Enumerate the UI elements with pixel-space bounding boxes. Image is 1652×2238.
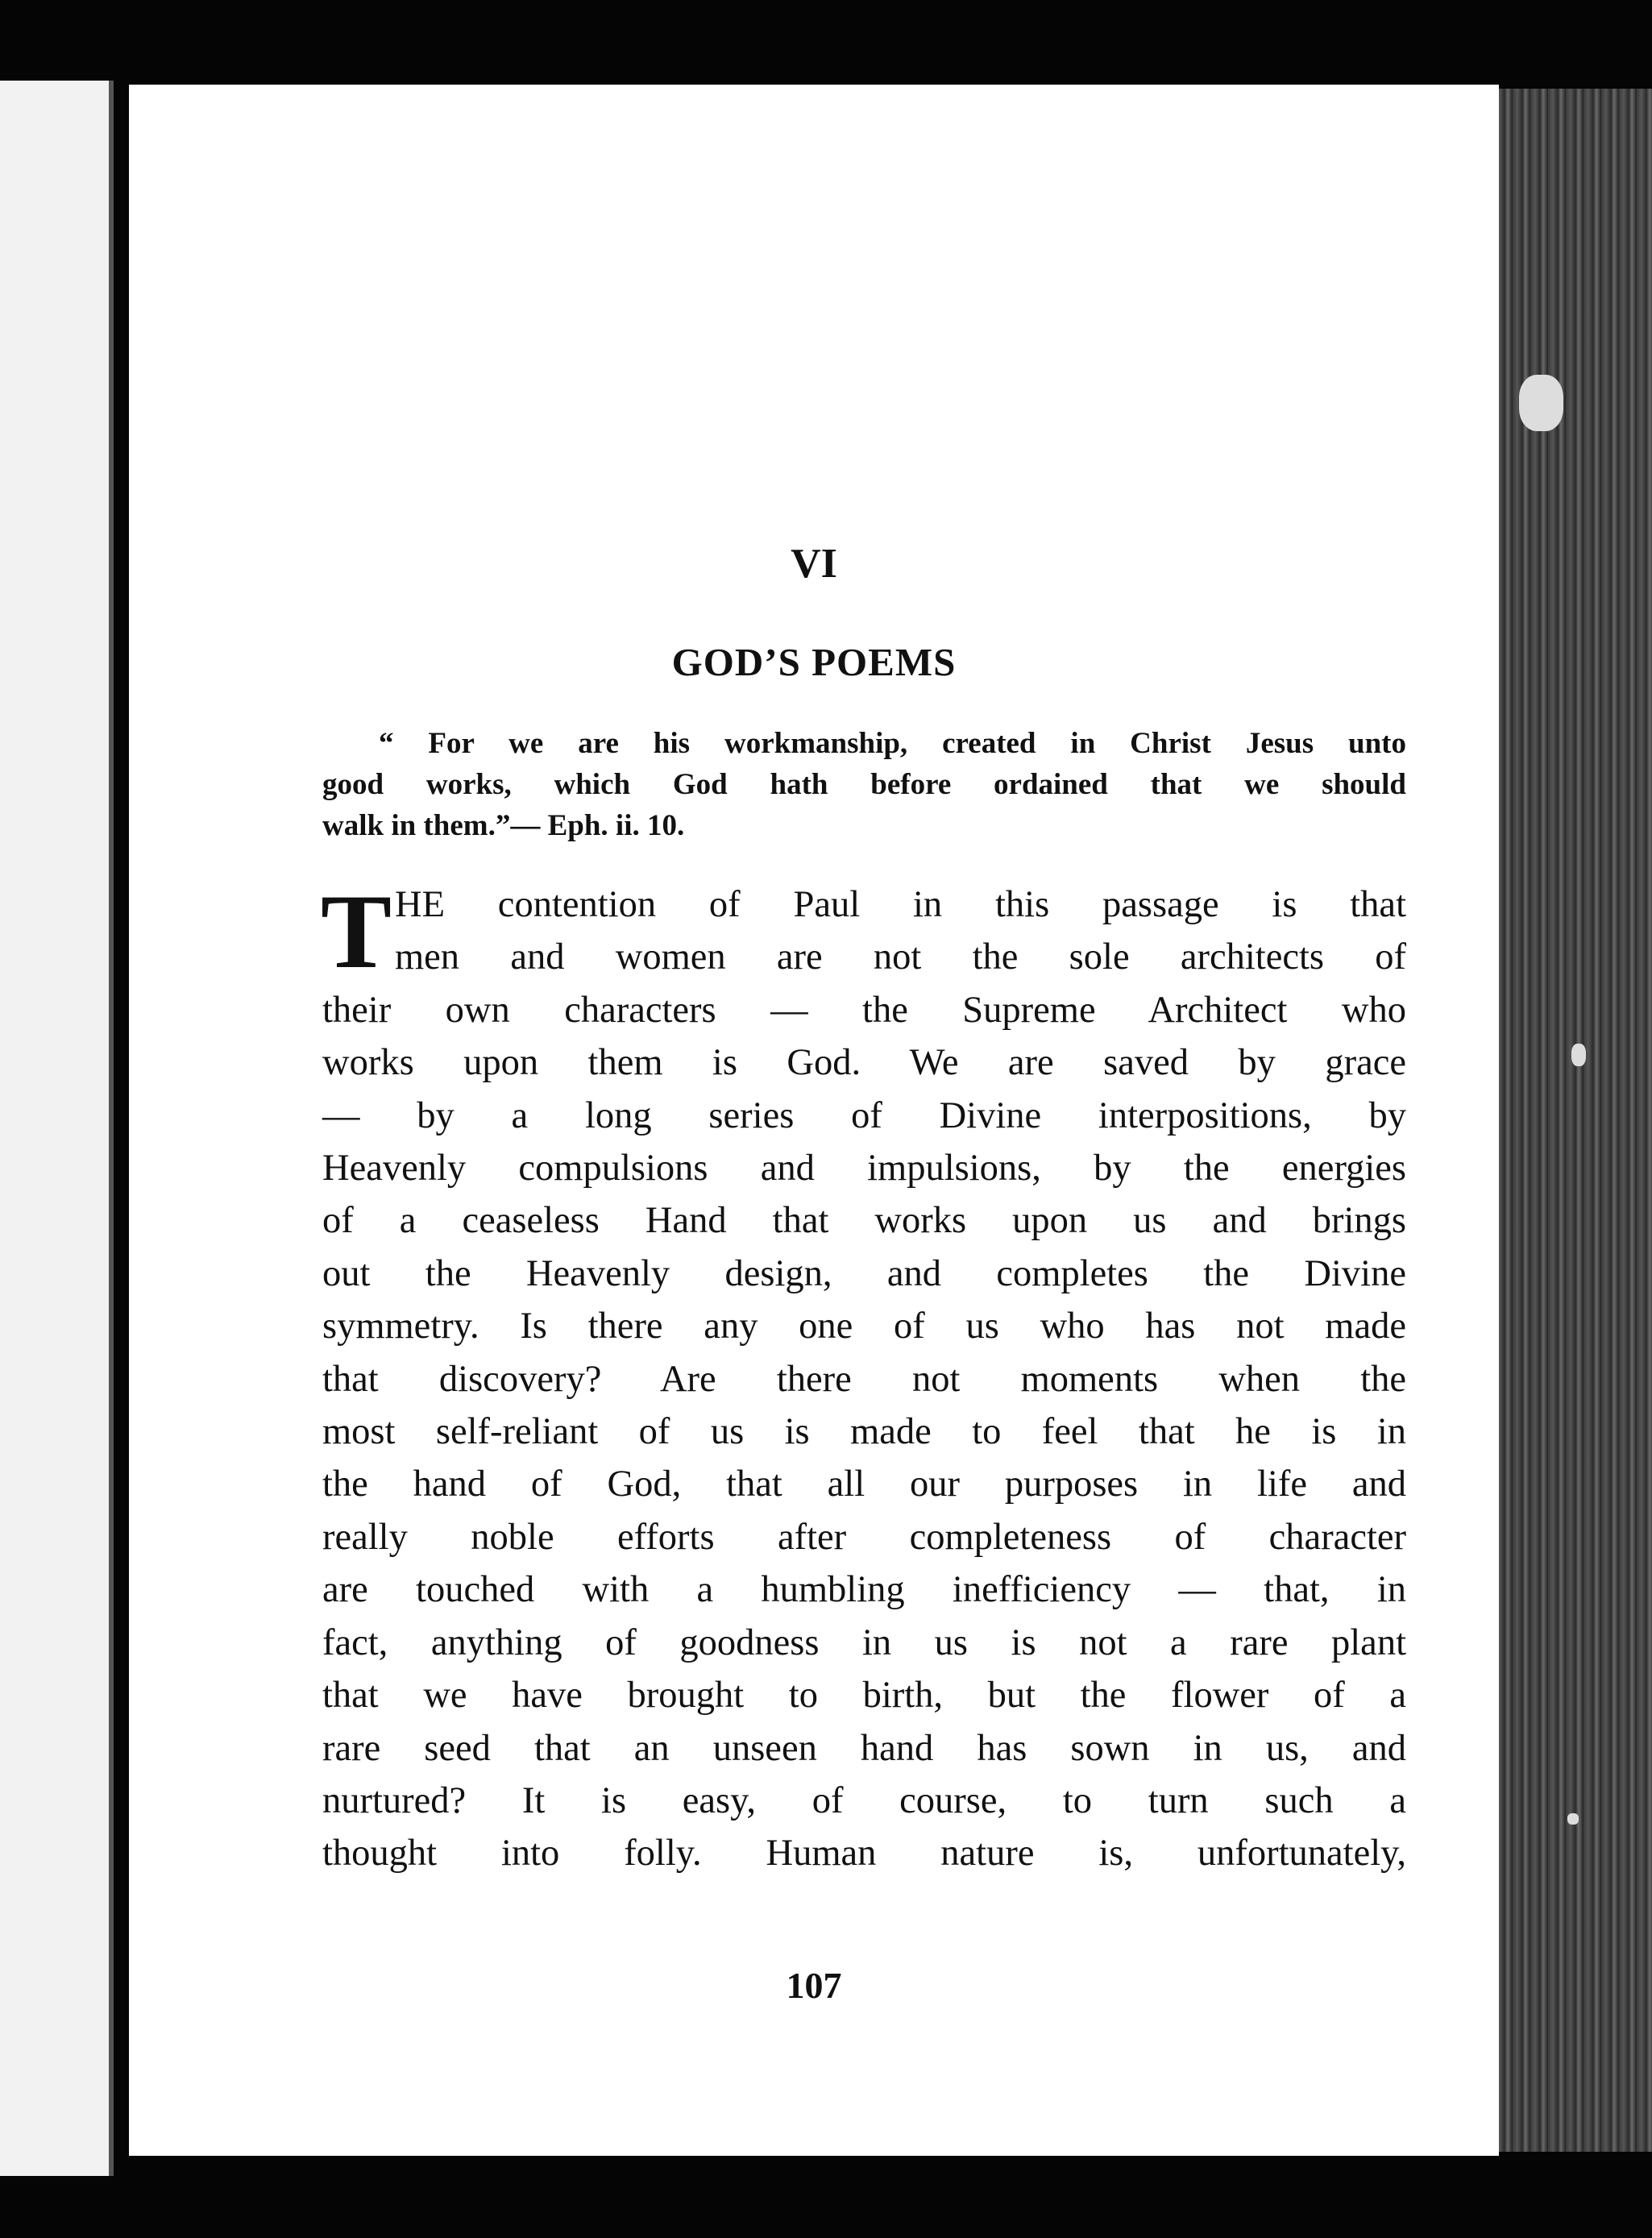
body-line: nurtured? It is easy, of course, to turn such a bbox=[322, 1779, 1406, 1821]
body-line: fact, anything of goodness in us is not a rare plant bbox=[322, 1621, 1406, 1663]
body-line: really noble efforts after completeness of character bbox=[322, 1516, 1406, 1558]
body-line: out the Heavenly design, and completes the Divine bbox=[322, 1252, 1406, 1294]
spine-blemish bbox=[1571, 1044, 1586, 1066]
body-line: the hand of God, that all our purposes in life and bbox=[322, 1464, 1406, 1505]
spine-blemish bbox=[1567, 1813, 1579, 1825]
body-line: symmetry. Is there any one of us who has not made bbox=[322, 1306, 1406, 1347]
body-line: most self-reliant of us is made to feel that he is in bbox=[322, 1411, 1406, 1453]
body-line: Heavenly compulsions and impulsions, by the energies bbox=[322, 1148, 1406, 1190]
body-line: men and women are not the sole architects of bbox=[395, 936, 1406, 978]
epigraph-line: “ For we are his workmanship, created in Christ Jesus unto bbox=[379, 727, 1406, 760]
epigraph-line: good works, which God hath before ordained that we should bbox=[322, 768, 1406, 801]
epigraph bbox=[322, 723, 1406, 846]
body-paragraph bbox=[321, 872, 1406, 1880]
body-line: HE contention of Paul in this passage is that bbox=[395, 884, 1406, 925]
body-line: rare seed that an unseen hand has sown in us, and bbox=[322, 1727, 1406, 1769]
book-spine bbox=[1495, 89, 1652, 2152]
body-line: are touched with a humbling inefficiency — that, in bbox=[322, 1569, 1406, 1611]
body-line: — by a long series of Divine interpositions, by bbox=[322, 1094, 1406, 1136]
page-number: 107 bbox=[786, 1965, 842, 2006]
body-line: thought into folly. Human nature is, unfortunately, bbox=[322, 1833, 1406, 1875]
body-line: works upon them is God. We are saved by grace bbox=[322, 1042, 1406, 1084]
chapter-title: GOD’S POEMS bbox=[671, 640, 957, 684]
body-line: that we have brought to birth, but the flower of a bbox=[322, 1675, 1406, 1717]
epigraph-line: walk in them.”— Eph. ii. 10. bbox=[322, 809, 685, 842]
spine-blemish bbox=[1519, 375, 1563, 431]
facing-page-edge bbox=[0, 81, 114, 2176]
drop-cap: T bbox=[321, 872, 392, 990]
body-line: of a ceaseless Hand that works upon us and brings bbox=[322, 1200, 1406, 1242]
chapter-number: VI bbox=[791, 541, 837, 587]
book-page bbox=[129, 85, 1499, 2156]
body-line: their own characters — the Supreme Architect who bbox=[322, 989, 1406, 1031]
body-line: that discovery? Are there not moments when the bbox=[322, 1358, 1406, 1400]
